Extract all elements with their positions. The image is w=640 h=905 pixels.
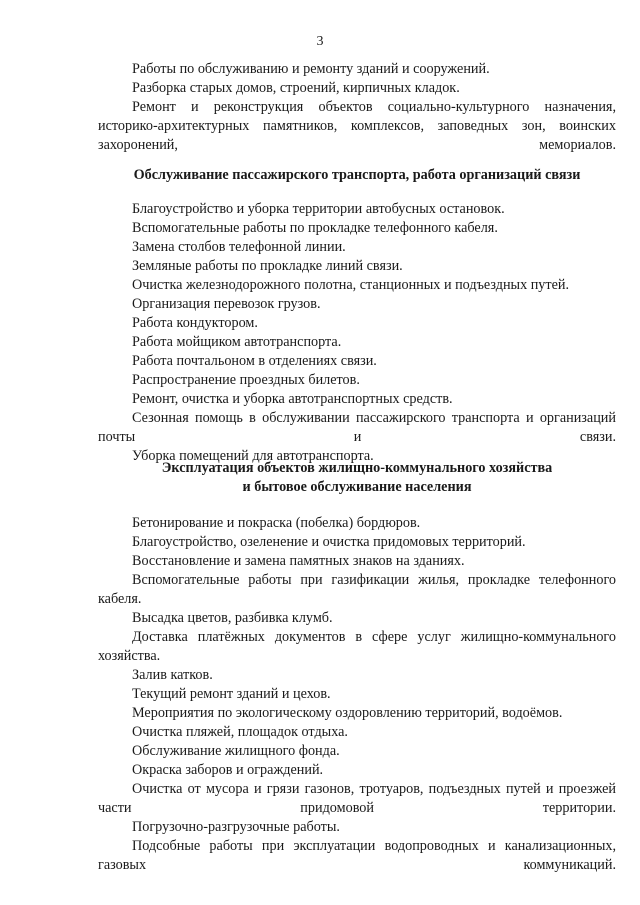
- paragraph: Ремонт и реконструкция объектов социально-культурного назначения, историко-архитектурных памятников, комплексов, заповедных зон, воинских захоронений, мемориалов.: [98, 99, 616, 153]
- list-item: Ремонт, очистка и уборка автотранспортных средств.: [132, 391, 453, 407]
- list-item: Очистка от мусора и грязи газонов, тротуаров, подъездных путей и проезжей части придомовой территории.: [98, 781, 616, 816]
- list-item: Работа почтальоном в отделениях связи.: [132, 353, 377, 369]
- section-heading-line-1: Эксплуатация объектов жилищно-коммунального хозяйства: [161, 460, 553, 476]
- list-item: Распространение проездных билетов.: [132, 372, 360, 388]
- list-item: Организация перевозок грузов.: [132, 296, 321, 312]
- section-heading-line-2: и бытовое обслуживание населения: [242, 479, 472, 495]
- page-number: 3: [316, 34, 324, 49]
- list-item: Залив катков.: [132, 667, 213, 683]
- list-item: Подсобные работы при эксплуатации водопроводных и канализационных, газовых коммуникаций.: [98, 838, 616, 873]
- paragraph: Разборка старых домов, строений, кирпичных кладок.: [132, 80, 460, 96]
- list-item: Погрузочно-разгрузочные работы.: [132, 819, 340, 835]
- list-item: Вспомогательные работы при газификации жилья, прокладке телефонного кабеля.: [98, 572, 616, 607]
- paragraph: Работы по обслуживанию и ремонту зданий и сооружений.: [132, 61, 490, 77]
- list-item: Текущий ремонт зданий и цехов.: [132, 686, 331, 702]
- list-item: Окраска заборов и ограждений.: [132, 762, 324, 778]
- list-item: Работа мойщиком автотранспорта.: [132, 334, 342, 350]
- list-item: Замена столбов телефонной линии.: [132, 239, 346, 255]
- list-item: Благоустройство и уборка территории автобусных остановок.: [132, 201, 505, 217]
- list-item: Обслуживание жилищного фонда.: [132, 743, 340, 759]
- intro-block: [98, 60, 616, 155]
- list-item: Благоустройство, озеленение и очистка придомовых территорий.: [132, 534, 526, 550]
- list-item: Восстановление и замена памятных знаков на зданиях.: [132, 553, 465, 569]
- list-item: Мероприятия по экологическому оздоровлению территорий, водоёмов.: [132, 705, 563, 721]
- list-item: Бетонирование и покраска (побелка) бордюров.: [132, 515, 421, 531]
- list-item: Уборка помещений для автотранспорта.: [132, 448, 374, 464]
- list-item: Доставка платёжных документов в сфере услуг жилищно-коммунального хозяйства.: [98, 629, 616, 664]
- list-item: Работа кондуктором.: [132, 315, 258, 331]
- list-item: Высадка цветов, разбивка клумб.: [132, 610, 333, 626]
- list-item: Сезонная помощь в обслуживании пассажирского транспорта и организаций почты и связи.: [98, 410, 616, 445]
- list-item: Вспомогательные работы по прокладке телефонного кабеля.: [132, 220, 498, 236]
- section2-list: [98, 514, 616, 875]
- list-item: Земляные работы по прокладке линий связи.: [132, 258, 403, 274]
- section1-list: [98, 200, 616, 466]
- list-item: Очистка пляжей, площадок отдыха.: [132, 724, 348, 740]
- section-heading: Обслуживание пассажирского транспорта, работа организаций связи: [133, 167, 581, 183]
- list-item: Очистка железнодорожного полотна, станционных и подъездных путей.: [132, 277, 570, 293]
